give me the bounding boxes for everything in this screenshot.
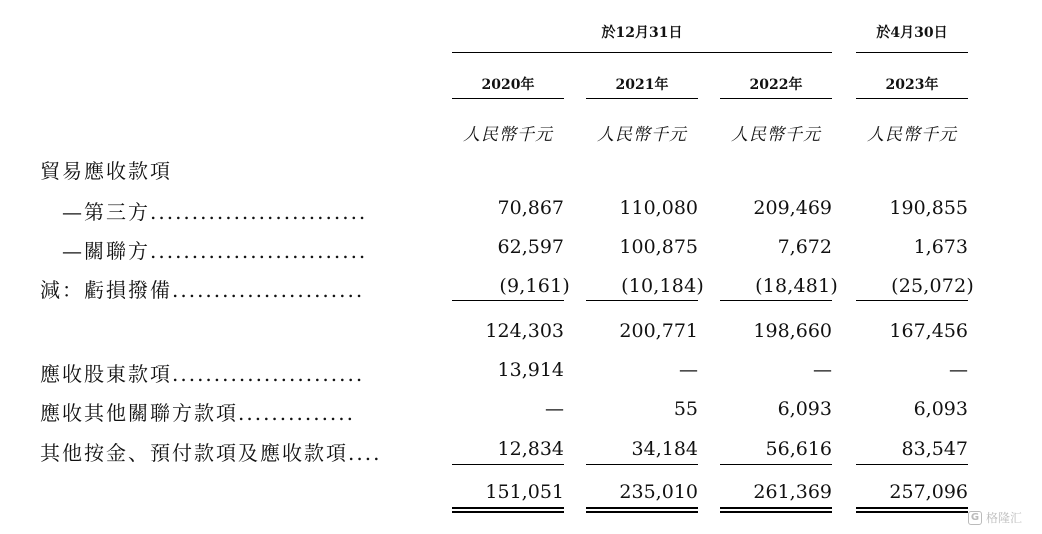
row-label-trade-receivables: 貿易應收款項 [40,159,172,183]
total-double-rule [856,507,968,513]
row-label-due-from-shareholders: 應收股東款項....................... [40,362,365,386]
year-header: 2023年 [885,77,939,93]
subtotal-rule [452,300,564,301]
cell-value: (25,072) [891,275,974,297]
cell-value: 34,184 [631,438,698,460]
row-label-third-party: —第三方.......................... [62,200,368,224]
period-group-rule [452,52,832,53]
year-header: 2020年 [481,77,535,93]
year-header: 2021年 [615,77,669,93]
cell-value: (18,481) [755,275,838,297]
subtotal-value: 198,660 [753,320,832,342]
dot-leader: .... [348,441,382,465]
g-logo-icon: G [968,511,982,525]
dot-leader: ....................... [172,278,365,302]
cell-value: 12,834 [497,438,564,460]
total-double-rule [720,507,832,513]
subtotal-rule [720,300,832,301]
total-value: 151,051 [485,481,564,503]
dot-leader: ....................... [172,362,365,386]
cell-value: 6,093 [913,398,968,420]
subtotal-rule [586,300,698,301]
year-header: 2022年 [749,77,803,93]
row-label-other-deposits: 其他按金、預付款項及應收款項.... [40,441,382,465]
cell-value: 6,093 [777,398,832,420]
cell-value: (9,161) [499,275,570,297]
cell-value: 55 [673,398,698,420]
subtotal-value: 200,771 [619,320,698,342]
unit-label: 人民幣千元 [463,125,553,145]
dot-leader: .............. [238,401,356,425]
cell-value: — [679,359,698,381]
cell-value: 100,875 [619,236,698,258]
watermark [968,509,1022,526]
row-label-related-party: —關聯方.......................... [62,239,368,263]
cell-value: 56,616 [765,438,832,460]
period-single-rule [856,52,968,53]
cell-value: 70,867 [497,197,564,219]
total-double-rule [452,507,564,513]
total-value: 257,096 [889,481,968,503]
year-rule [720,98,832,99]
cell-value: 190,855 [889,197,968,219]
total-rule [586,464,698,465]
cell-value: 83,547 [901,438,968,460]
period-group-header: 於12月31日 [601,25,683,41]
cell-value: 7,672 [777,236,832,258]
subtotal-rule [856,300,968,301]
cell-value: 62,597 [497,236,564,258]
watermark-text: 格隆汇 [986,511,1023,525]
cell-value: — [545,398,564,420]
total-rule [452,464,564,465]
cell-value: 110,080 [619,197,698,219]
cell-value: 1,673 [913,236,968,258]
dot-leader: .......................... [150,200,368,224]
total-double-rule [586,507,698,513]
unit-label: 人民幣千元 [867,125,957,145]
unit-label: 人民幣千元 [597,125,687,145]
subtotal-value: 124,303 [485,320,564,342]
cell-value: (10,184) [621,275,704,297]
cell-value: — [949,359,968,381]
dot-leader: .......................... [150,239,368,263]
cell-value: 13,914 [497,359,564,381]
row-label-loss-allowance: 減：虧損撥備....................... [40,278,365,302]
subtotal-value: 167,456 [889,320,968,342]
period-single-header: 於4月30日 [876,25,948,41]
unit-label: 人民幣千元 [731,125,821,145]
year-rule [586,98,698,99]
total-value: 261,369 [753,481,832,503]
year-rule [452,98,564,99]
year-rule [856,98,968,99]
total-value: 235,010 [619,481,698,503]
cell-value: 209,469 [753,197,832,219]
total-rule [720,464,832,465]
cell-value: — [813,359,832,381]
total-rule [856,464,968,465]
row-label-due-from-other-related: 應收其他關聯方款項.............. [40,401,356,425]
